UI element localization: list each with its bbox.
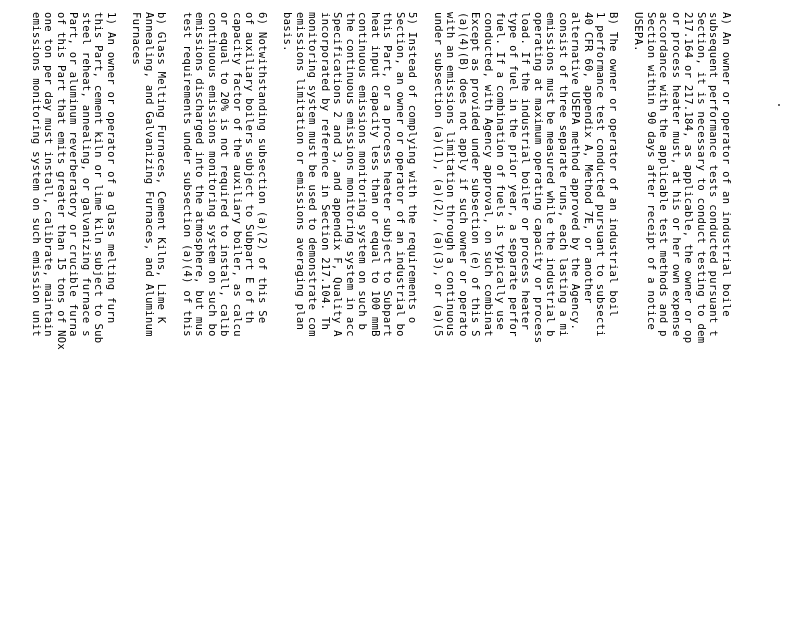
- text-line: Section, an owner or operator of an industrial bo: [394, 12, 406, 337]
- text-line: operating at maximum operating capacity or process: [532, 12, 544, 344]
- scan-speck: [778, 104, 780, 106]
- text-line: Part, or aluminum reverberatory or crucible furna: [67, 12, 80, 337]
- text-line: with an emissions limitation through a continuous: [444, 12, 457, 337]
- text-line: 1 performance test conducted pursuant to subsecti: [594, 12, 607, 337]
- text-line: or process heater must, at his or her own expense: [670, 12, 682, 337]
- text-line: load. If the industrial boiler or process heater: [519, 12, 532, 331]
- text-line: basis.: [281, 12, 294, 52]
- text-line: Except as provided under subsection (e) of this S: [469, 12, 482, 337]
- paragraph: [632, 12, 732, 618]
- text-line: Section, it is necessary to conduct testing to dem: [695, 12, 707, 344]
- paragraph: [281, 12, 419, 618]
- paragraph: [130, 12, 168, 618]
- text-line: the continuous emissions monitoring system in acc: [344, 12, 356, 337]
- text-line: USEPA.: [632, 12, 645, 52]
- text-line: heat input capacity less than or equal to 100 mmB: [369, 12, 381, 337]
- text-line: A) An owner or operator of an industrial boile: [720, 12, 732, 317]
- text-line: of this Part that emits greater than 15 tons of NOx: [55, 12, 67, 351]
- text-line: accordance with the applicable test methods and p: [657, 12, 670, 337]
- text-line: subsequent performance tests conducted pursuant t: [707, 12, 720, 337]
- paragraph-list: [30, 12, 733, 618]
- text-line: steel reheat, annealing, or galvanizing furnace s: [80, 12, 92, 337]
- text-line: conducted, with Agency approval, on such combinat: [482, 12, 494, 337]
- text-line: under subsection (a)(1), (a)(2), (a)(3), or (a)(5: [432, 12, 444, 337]
- text-line: Section within 90 days after receipt of a notice: [645, 12, 657, 331]
- text-line: or equal to 20% is not required to install, calib: [218, 12, 231, 337]
- text-line: emissions monitoring system on such emission unit: [30, 12, 42, 337]
- text-line: b) Glass Melting Furnaces, Cement Kilns, Lime K: [155, 12, 168, 324]
- text-line: continuous emissions monitoring system on such b: [356, 12, 369, 331]
- text-line: capacity factor of the auxiliary boiler, as calcu: [231, 12, 243, 337]
- text-line: fuel. If a combination of fuels is typically use: [494, 12, 507, 331]
- text-line: emissions limitation or emissions averaging plan: [294, 12, 306, 331]
- text-line: continuous emissions monitoring system on such bo: [206, 12, 218, 337]
- text-line: Annealing, and Galvanizing Furnaces, and Aluminum: [143, 12, 155, 337]
- paragraph: [181, 12, 269, 618]
- text-line: 40 CFR 60, appendix A, Method 7E, or another: [582, 12, 594, 304]
- text-line: incorporated by reference in Section 217.104. Th: [319, 12, 331, 331]
- text-line: 6) Notwithstanding subsection (a)(2) of this Se: [256, 12, 268, 324]
- text-line: 1) An owner or operator of a glass melting furn: [105, 12, 117, 324]
- text-line: consist of three separate runs, each lasting a mi: [557, 12, 569, 337]
- text-line: (a)(4)(B) does not apply if such owner or operato: [457, 12, 469, 337]
- text-line: alternative USEPA method approved by the Agency.: [569, 12, 582, 331]
- text-line: B) The owner or operator of an industrial boil: [607, 12, 619, 317]
- paragraph: [432, 12, 620, 618]
- text-line: emissions discharged into the atmosphere, but mus: [193, 12, 206, 337]
- text-line: monitoring system must be used to demonstrate com: [306, 12, 319, 337]
- text-line: Furnaces: [130, 12, 143, 66]
- paragraph: [30, 12, 118, 618]
- text-line: test requirements under subsection (a)(4) of this: [181, 12, 193, 337]
- text-line: 5) Instead of complying with the requirements o: [406, 12, 419, 324]
- document-body: [12, 12, 732, 618]
- text-line: one ton per day must install, calibrate, maintain: [42, 12, 55, 337]
- text-line: type of fuel in the prior year, a separate perfor: [507, 12, 519, 337]
- text-line: this Part, cement kiln or lime kiln subject to Sub: [92, 12, 105, 344]
- text-line: this Part, or a process heater subject to Subpart: [381, 12, 394, 337]
- text-line: 217.164 or 217.184, as applicable, the owner or op: [682, 12, 695, 344]
- text-line: of auxiliary boilers subject to Subpart E of th: [243, 12, 256, 324]
- text-line: emissions must be measured while the industrial b: [544, 12, 557, 337]
- text-line: Specifications 2 and 3, and appendix F, Quality A: [331, 12, 344, 337]
